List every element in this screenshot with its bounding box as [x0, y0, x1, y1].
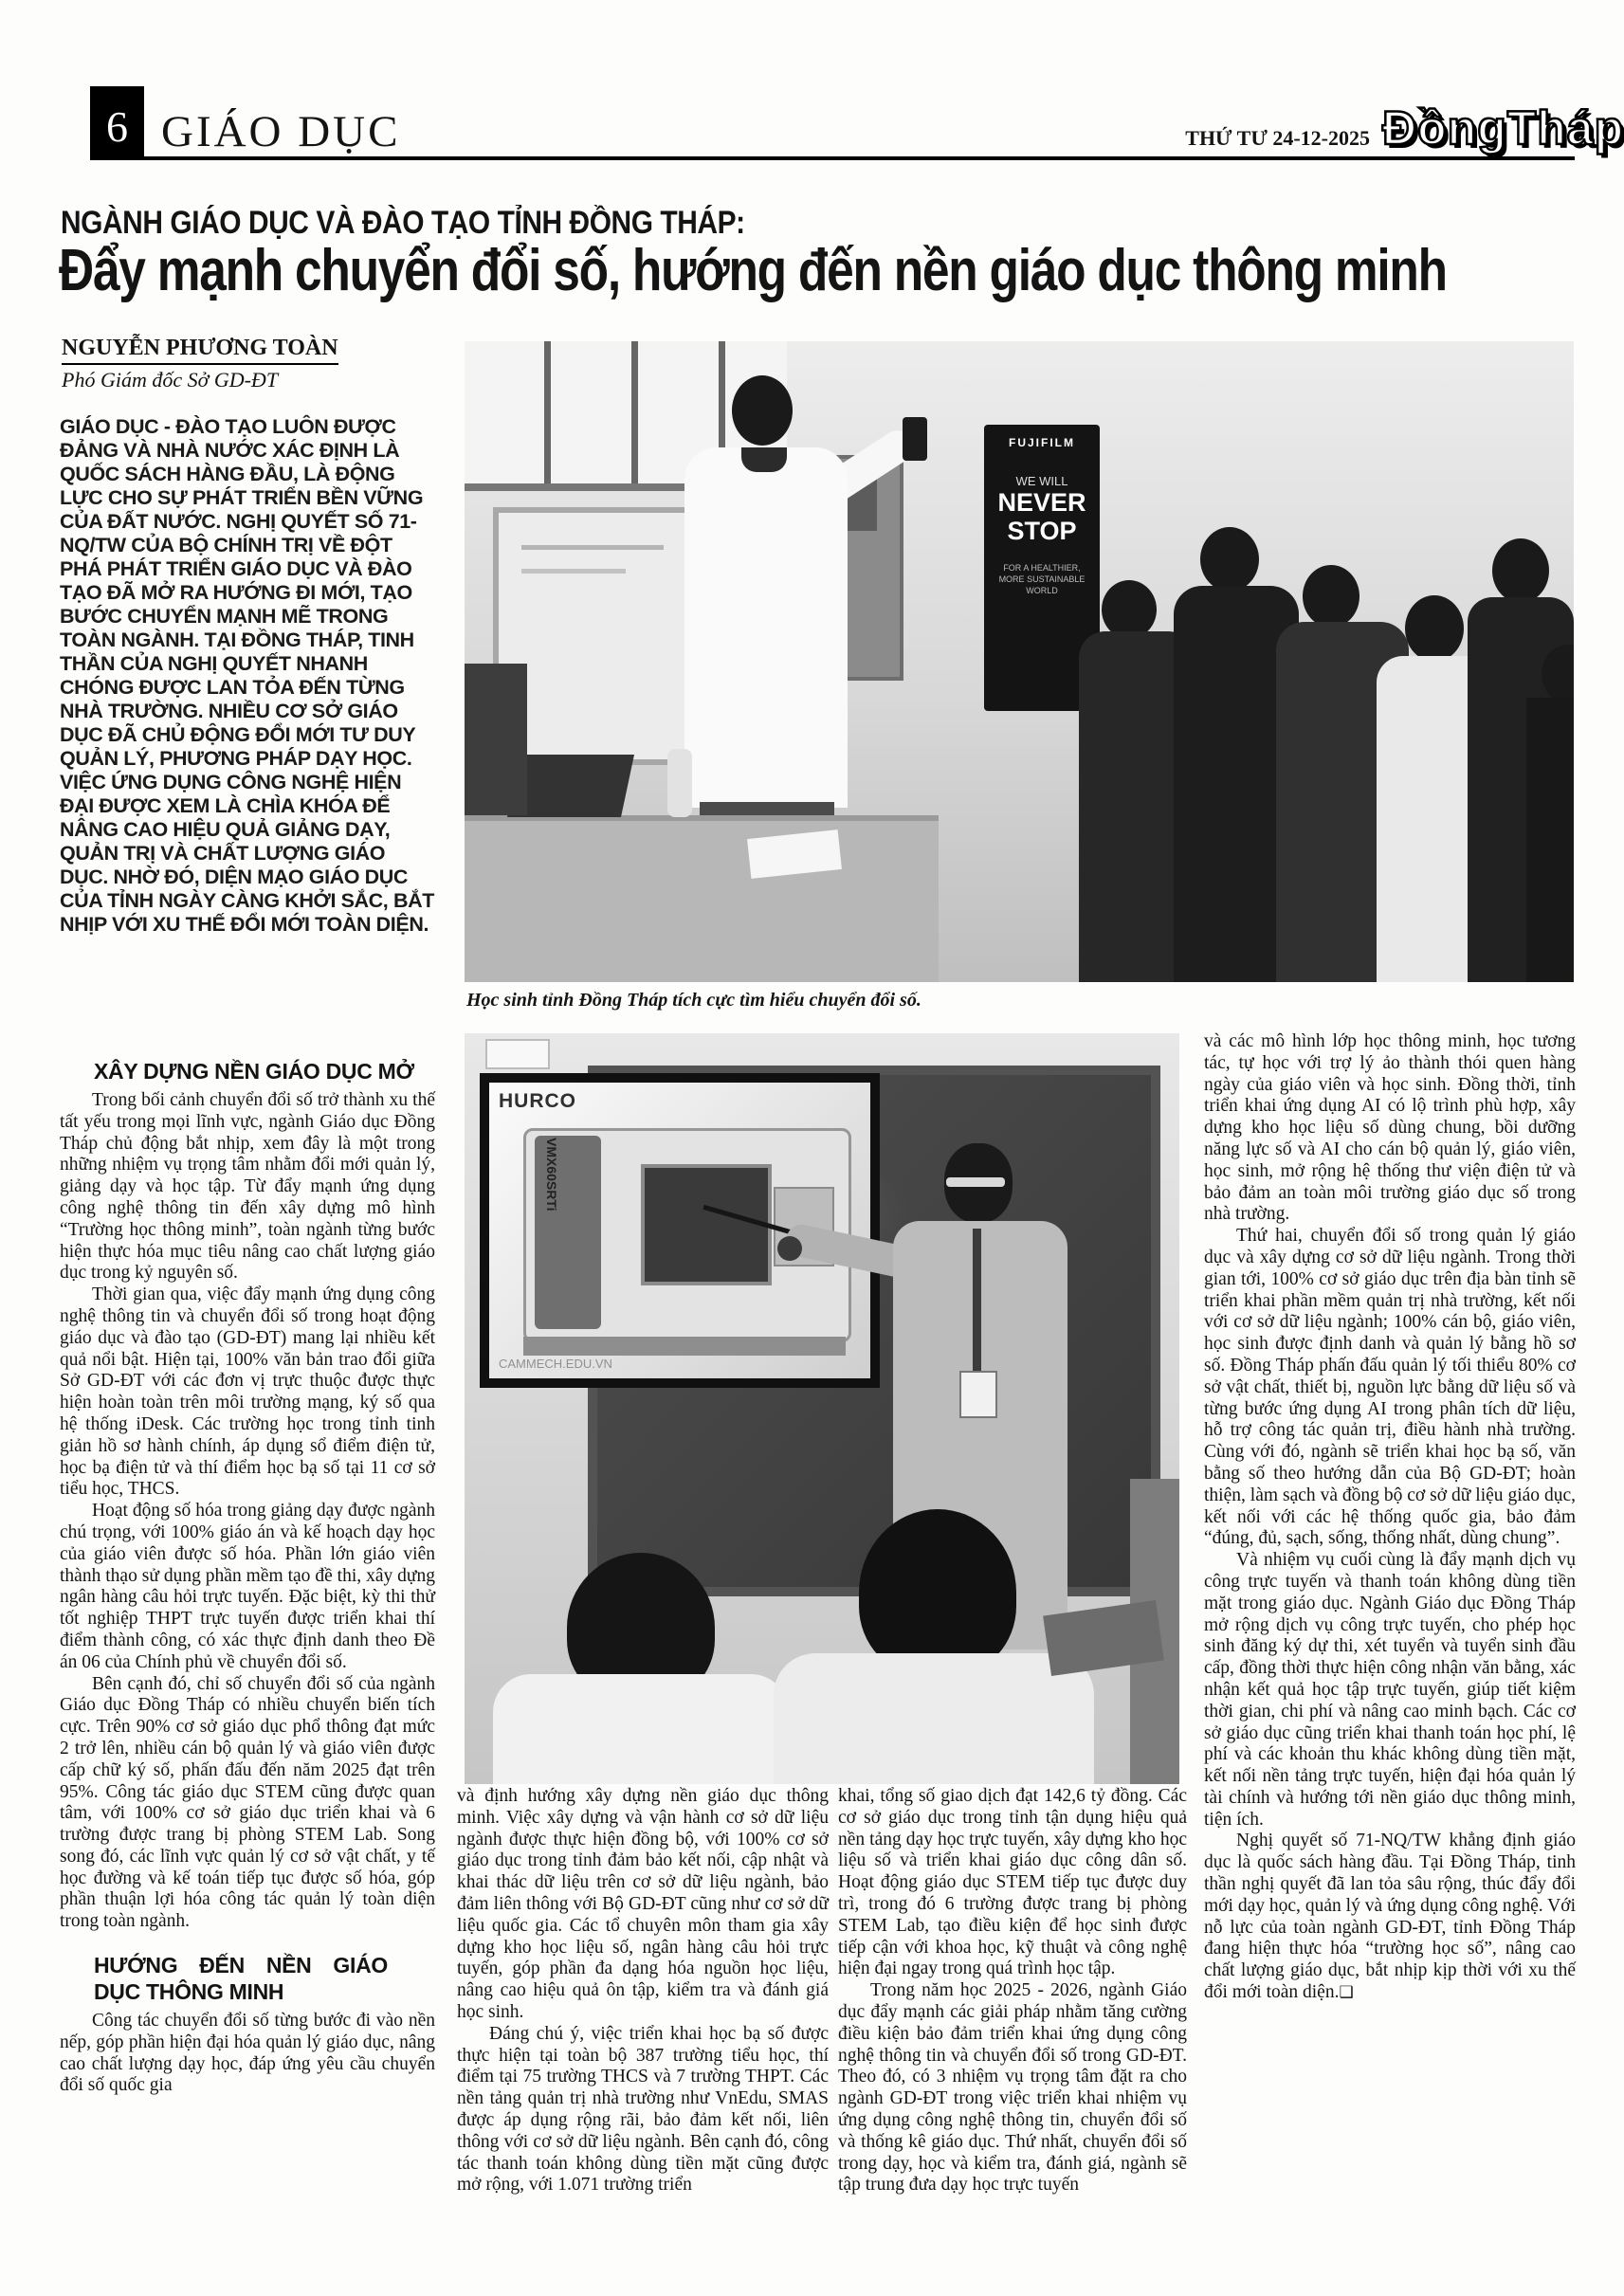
kicker: NGÀNH GIÁO DỤC VÀ ĐÀO TẠO TỈNH ĐỒNG THÁP:	[61, 205, 745, 241]
photo2-lanyard	[973, 1229, 981, 1378]
author-name: NGUYỄN PHƯƠNG TOÀN	[62, 336, 338, 365]
photo1-teacher-head	[732, 375, 793, 446]
photo2-student-shoulders-white-shirt	[774, 1653, 1094, 1784]
body-paragraph: Trong bối cảnh chuyển đổi số trở thành xu thế tất yếu trong mọi lĩnh vực, ngành Giáo dục Đồng Tháp chủ động bắt nhịp, xem đây là một trong những nhiệm vụ trọng tâm nhằm đổi mới quản lý, giảng dạy và học tập. Từ đẩy mạnh ứng dụng công nghệ thông tin đến xây dựng mô hình “Trường học thông minh”, toàn ngành từng bước hiện thực hóa mục tiêu nâng cao chất lượng giáo dục trong kỷ nguyên số.	[60, 1090, 435, 1284]
body-paragraph: Thứ hai, chuyển đổi số trong quản lý giáo dục và xây dựng cơ sở dữ liệu ngành. Trong thời gian tới, 100% cơ sở giáo dục trên địa bàn tỉnh sẽ triển khai phần mềm quản trị nhà trường, kết nối với cơ sở dữ liệu ngành; 100% cán bộ, giáo viên, học sinh được định danh và quản lý bằng hồ sơ số. Đồng Tháp phấn đấu quản lý tối thiểu 80% cơ sở vật chất, thiết bị, nguồn lực bằng dữ liệu số và từng bước ứng dụng AI trong phân tích dữ liệu, hỗ trợ công tác quản trị, điều hành nhà trường. Cùng với đó, ngành sẽ triển khai học bạ số, văn bằng số theo hướng dẫn của Bộ GD-ĐT; hoàn thiện, làm sạch và đồng bộ cơ sở dữ liệu giáo dục, kết nối với các hệ thống quốc gia, bảo đảm “đúng, đủ, sạch, sống, thống nhất, dùng chung”.	[1204, 1226, 1576, 1549]
body-paragraph: Hoạt động số hóa trong giảng dạy được ngành chú trọng, với 100% giáo án và kế hoạch dạy học của giáo viên được số hóa. Phần lớn giáo viên thành thạo sử dụng phần mềm tạo đề thi, xây dựng ngân hàng câu hỏi trực tuyến. Đặc biệt, kỳ thi thử tốt nghiệp THPT trực tuyến được triển khai thí điểm thành công, có xác thực định danh theo Đề án 06 của Chính phủ về chuyển đổi số.	[60, 1501, 435, 1672]
body-paragraph: Bên cạnh đó, chỉ số chuyển đổi số của ngành Giáo dục Đồng Tháp có nhiều chuyển biến tích cực. Trên 90% cơ sở giáo dục phổ thông đạt mức 2 trở lên, nhiều cán bộ quản lý và giáo viên được cấp chữ ký số, phấn đấu đến năm 2025 đạt trên 95%. Công tác giáo dục STEM cũng được quan tâm, với 100% cơ sở giáo dục triển khai và 6 trường được trang bị phòng STEM Lab. Song song đó, các lĩnh vực quản lý cơ sở vật chất, y tế học đường và kế toán tiếp tục được số hóa, góp phần thuận lợi hóa công tác quản lý toàn diện trong toàn ngành.	[60, 1673, 435, 1932]
column-3	[838, 1786, 1187, 2196]
photo2-student-head	[859, 1509, 1016, 1676]
column-2	[457, 1786, 829, 2196]
photo1-student-head	[1405, 595, 1464, 662]
photo1-phone	[903, 417, 927, 461]
section-title: GIÁO DỤC	[161, 107, 401, 156]
machine-model-label: VMX60SRTi	[544, 1138, 559, 1212]
closing-paragraph: Nghị quyết số 71-NQ/TW khẳng định giáo dục là quốc sách hàng đầu. Tại Đồng Tháp, tinh thần nghị quyết đã lan tỏa sâu rộng, thúc đẩy đổi mới dạy học, quản lý và ứng dụng công nghệ. Với nỗ lực của toàn ngành GD-ĐT, tỉnh Đồng Tháp đang hiện thực hóa “trường học số”, nâng cao chất lượng giáo dục, bắt nhịp kịp thời với xu thế đổi mới toàn diện.	[1204, 1831, 1576, 2003]
article-lede: GIÁO DỤC - ĐÀO TẠO LUÔN ĐƯỢC ĐẢNG VÀ NHÀ NƯỚC XÁC ĐỊNH LÀ QUỐC SÁCH HÀNG ĐẦU, LÀ ĐỘNG LỰC CHO SỰ PHÁT TRIỂN BỀN VỮNG CỦA ĐẤT NƯỚC. NGHỊ QUYẾT SỐ 71-NQ/TW CỦA BỘ CHÍNH TRỊ VỀ ĐỘT PHÁ PHÁT TRIỂN GIÁO DỤC VÀ ĐÀO TẠO ĐÃ MỞ RA HƯỚNG ĐI MỚI, TẠO BƯỚC CHUYỂN MẠNH MẼ TRONG TOÀN NGÀNH. TẠI ĐỒNG THÁP, TINH THẦN CỦA NGHỊ QUYẾT NHANH CHÓNG ĐƯỢC LAN TỎA ĐẾN TỪNG NHÀ TRƯỜNG. NHIỀU CƠ SỞ GIÁO DỤC ĐÃ CHỦ ĐỘNG ĐỔI MỚI TƯ DUY QUẢN LÝ, PHƯƠNG PHÁP DẠY HỌC. VIỆC ỨNG DỤNG CÔNG NGHỆ HIỆN ĐẠI ĐƯỢC XEM LÀ CHÌA KHÓA ĐỂ NÂNG CAO HIỆU QUẢ GIẢNG DẠY, QUẢN TRỊ VÀ CHẤT LƯỢNG GIÁO DỤC. NHỜ ĐÓ, DIỆN MẠO GIÁO DỤC CỦA TỈNH NGÀY CÀNG KHỞI SẮC, BẮT NHỊP VỚI XU THẾ ĐỔI MỚI TOÀN DIỆN.	[60, 415, 434, 936]
issue-date: THỨ TƯ 24-12-2025	[1185, 126, 1370, 150]
banner-line3: STOP	[1007, 517, 1077, 545]
photo2-cnc-base	[523, 1337, 846, 1356]
photo1-student-head	[1303, 565, 1359, 628]
section-heading-1: XÂY DỰNG NỀN GIÁO DỤC MỞ	[94, 1059, 414, 1084]
photo1-desk	[465, 815, 939, 982]
photo1-teacher-collar	[741, 447, 787, 472]
photo1-student	[1526, 698, 1574, 982]
photo2-badge	[959, 1371, 997, 1418]
photo1-window-mullion	[544, 341, 551, 483]
photo1-caption: Học sinh tỉnh Đồng Tháp tích cực tìm hiểu chuyển đổi số.	[466, 990, 921, 1011]
section-heading-2: HƯỚNG ĐẾN NỀN GIÁO DỤC THÔNG MINH	[94, 1953, 388, 2005]
photo1-window-mullion	[631, 341, 638, 483]
photo-classroom-students	[465, 341, 1574, 982]
photo1-whiteboard-mark	[521, 569, 626, 574]
machine-brand-label: HURCO	[499, 1090, 576, 1112]
page-number-topbar	[90, 86, 144, 94]
photo1-printer	[465, 664, 527, 815]
banner-brand: FUJIFILM	[1009, 436, 1075, 449]
photo1-teacher-torso	[684, 447, 848, 808]
photo1-bottle	[667, 749, 692, 817]
header-rule	[90, 156, 1575, 160]
photo1-student-head	[1200, 527, 1259, 592]
body-paragraph: Thời gian qua, việc đẩy mạnh ứng dụng công nghệ thông tin và chuyển đổi số trong hoạt động giáo dục và đào tạo (GD-ĐT) mang lại nhiều kết quả nổi bật. Hiện tại, 100% văn bản trao đổi giữa Sở GD-ĐT với các đơn vị trực thuộc được thực hiện hoàn toàn trên môi trường mạng, ký số qua hệ thống iDesk. Các trường học trong tỉnh tinh giản hồ sơ hành chính, áp dụng sổ điểm điện tử, học bạ điện tử và thí điểm học bạ số tại 11 cơ sở tiểu học, THCS.	[60, 1285, 435, 1500]
body-paragraph: Trong năm học 2025 - 2026, ngành Giáo dục đẩy mạnh các giải pháp nhằm tăng cường điều kiện bảo đảm triển khai ứng dụng công nghệ thông tin và chuyển đổi số trong GD-ĐT. Theo đó, có 3 nhiệm vụ trọng tâm đặt ra cho ngành GD-ĐT trong việc triển khai nhiệm vụ ứng dụng công nghệ thông tin, chuyển đổi số và thống kê giáo dục. Thứ nhất, chuyển đổi số trong dạy, học và kiểm tra, đánh giá, ngành sẽ tập trung đưa dạy học trực tuyến	[838, 1980, 1187, 2196]
newspaper-logo: ĐồngTháp	[1382, 101, 1624, 155]
photo1-whiteboard-mark	[521, 545, 664, 550]
photo2-student-shoulders-white-shirt	[493, 1674, 789, 1784]
body-paragraph: khai, tổng số giao dịch đạt 142,6 tỷ đồng. Các cơ sở giáo dục trong tỉnh tận dụng hiệu quả nền tảng dạy học trực tuyến, xây dựng kho học liệu số và triển khai giáo dục công dân số. Hoạt động giáo dục STEM tiếp tục được duy trì, trong đó 6 trường được trang bị phòng STEM Lab, tạo điều kiện để học sinh được tiếp cận với khoa học, kỹ thuật và công nghệ hiện đại ngay trong quá trình học tập.	[838, 1786, 1187, 1979]
headline: Đẩy mạnh chuyển đổi số, hướng đến nền giáo dục thông minh	[59, 238, 1447, 303]
body-paragraph: và các mô hình lớp học thông minh, học tương tác, tự học với trợ lý ảo thành thói quen hàng ngày của giáo viên và học sinh. Đồng thời, tỉnh triển khai ứng dụng AI có lộ trình phù hợp, xây dựng kho học liệu số dùng chung, bồi dưỡng năng lực số và AI cho cán bộ quản lý, giáo viên, học sinh, mở rộng hệ thống thư viện điện tử và bảo đảm an toàn môi trường giáo dục số trong nhà trường.	[1204, 1031, 1576, 1225]
photo2-cnc-window	[641, 1164, 772, 1285]
body-paragraph: Công tác chuyển đổi số từng bước đi vào nền nếp, góp phần hiện đại hóa quản lý giáo dục, nâng cao chất lượng dạy học, đáp ứng yêu cầu chuyển đổi số quốc gia	[60, 2011, 435, 2096]
banner-subline: FOR A HEALTHIER, MORE SUSTAINABLE WORLD	[998, 563, 1086, 595]
banner-line2: NEVER	[997, 488, 1086, 517]
banner-line1: WE WILL	[1015, 474, 1068, 488]
column-4	[1204, 1031, 1576, 2004]
photo2-watermark: CAMMECH.EDU.VN	[499, 1357, 612, 1371]
page-number: 6	[90, 94, 144, 158]
photo2-wall-sign	[485, 1039, 550, 1069]
author-title: Phó Giám đốc Sở GD-ĐT	[62, 368, 279, 392]
body-paragraph: và định hướng xây dựng nền giáo dục thông minh. Việc xây dựng và vận hành cơ sở dữ liệu ngành được thực hiện đồng bộ, với 100% cơ sở giáo dục trong tỉnh đảm bảo kết nối, cập nhật và khai thác dữ liệu trên cơ sở dữ liệu ngành, bảo đảm liên thông với Bộ GD-ĐT cũng như cơ sở dữ liệu quốc gia. Các tổ chuyên môn tham gia xây dựng kho học liệu số, ngân hàng câu hỏi trực tuyến, góp phần đa dạng hóa nguồn học liệu, nâng cao hiệu quả ôn tập, kiểm tra và đánh giá học sinh.	[457, 1786, 829, 2022]
photo1-student-head	[1492, 538, 1549, 603]
body-paragraph: Và nhiệm vụ cuối cùng là đẩy mạnh dịch vụ công trực tuyến và thanh toán không dùng tiền mặt trong giáo dục. Ngành Giáo dục Đồng Tháp mở rộng dịch vụ công trực tuyến, cho phép học sinh đăng ký dự thi, xét tuyển và tuyển sinh đầu cấp, đồng thời thực hiện công nhận văn bằng, xác nhận kết quả học tập trực tuyến, giúp tiết kiệm thời gian, chi phí và nâng cao minh bạch. Các cơ sở giáo dục cũng triển khai thanh toán học phí, lệ phí và các khoản thu khác không dùng tiền mặt, kết nối nền tảng trực tuyến, hiện đại hóa quản lý tài chính và hướng tới nền giáo dục thông minh, tiện ích.	[1204, 1550, 1576, 1830]
body-paragraph: Đáng chú ý, việc triển khai học bạ số được thực hiện tại toàn bộ 387 trường tiểu học, thí điểm tại 75 trường THCS và 7 trường THPT. Các nền tảng quản trị nhà trường như VnEdu, SMAS được áp dụng rộng rãi, bảo đảm kết nối, liên thông với cơ sở dữ liệu ngành. Bên cạnh đó, công tác thanh toán không dùng tiền mặt cũng được mở rộng, với 1.071 trường triển	[457, 2023, 829, 2196]
photo1-student-head	[1102, 580, 1157, 639]
photo-teacher-presentation	[465, 1033, 1179, 1784]
column-1	[60, 1058, 435, 2097]
photo2-teacher-glasses	[946, 1177, 1005, 1187]
photo2-teacher-hand	[777, 1236, 802, 1261]
end-of-article-mark: ❑	[1339, 1983, 1354, 2002]
body-paragraph	[1204, 1831, 1576, 2003]
